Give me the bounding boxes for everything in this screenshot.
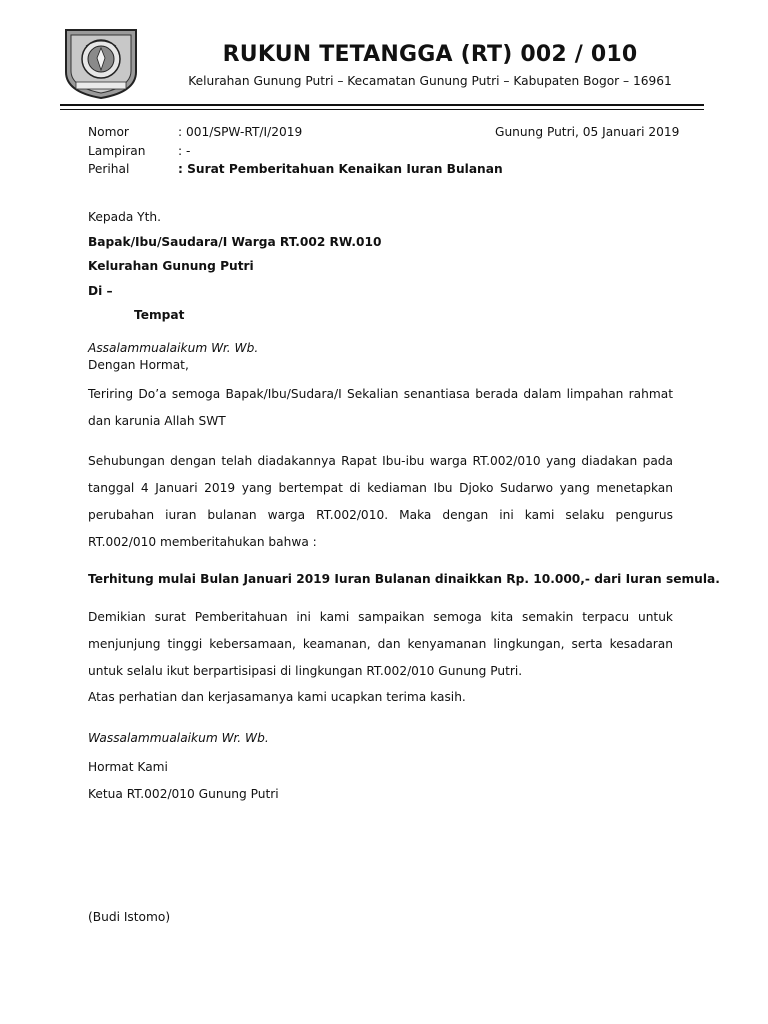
paragraph-meeting: Sehubungan dengan telah diadakannya Rapat Ibu-ibu warga RT.002/010 yang diadakan pada tanggal 4 Januari 2019 yang bertempat di kediaman Ibu Djoko Sudarwo yang menetapkan perubahan iuran bulanan warga RT.002/010. Maka dengan ini kami selaku pengurus RT.002/010 memberitahukan bahwa : bbox=[88, 454, 673, 549]
recipient-di: Di – bbox=[88, 284, 113, 298]
recipient-line-2: Kelurahan Gunung Putri bbox=[88, 259, 254, 273]
paragraph-opening: Teriring Do’a semoga Bapak/Ibu/Sudara/I Sekalian senantiasa berada dalam limpahan rahmat dan karunia Allah SWT bbox=[88, 387, 673, 428]
letterhead-divider-thick bbox=[60, 104, 704, 106]
closing-salam: Wassalammualaikum Wr. Wb. bbox=[88, 731, 269, 745]
paragraph-thanks: Atas perhatian dan kerjasamanya kami ucapkan terima kasih. bbox=[88, 690, 466, 704]
regency-emblem-logo bbox=[62, 26, 140, 100]
lampiran-value: : - bbox=[178, 144, 191, 158]
letterhead-divider-thin bbox=[60, 109, 704, 110]
place-date: Gunung Putri, 05 Januari 2019 bbox=[495, 125, 680, 139]
perihal-label: Perihal bbox=[88, 162, 130, 176]
perihal-value: : Surat Pemberitahuan Kenaikan Iuran Bulanan bbox=[178, 162, 503, 176]
closing-hormat: Hormat Kami bbox=[88, 760, 168, 774]
announcement-text: Terhitung mulai Bulan Januari 2019 Iuran Bulanan dinaikkan Rp. 10.000,- dari Iuran semula. bbox=[88, 572, 720, 586]
recipient-line-1: Bapak/Ibu/Saudara/I Warga RT.002 RW.010 bbox=[88, 235, 382, 249]
lampiran-label: Lampiran bbox=[88, 144, 146, 158]
kepada-yth: Kepada Yth. bbox=[88, 210, 161, 224]
recipient-tempat: Tempat bbox=[134, 308, 185, 322]
signatory-name: (Budi Istomo) bbox=[88, 910, 171, 924]
opening-hormat: Dengan Hormat, bbox=[88, 358, 189, 372]
opening-salam: Assalammualaikum Wr. Wb. bbox=[88, 341, 259, 355]
signatory-title: Ketua RT.002/010 Gunung Putri bbox=[88, 787, 279, 801]
nomor-value: : 001/SPW-RT/I/2019 bbox=[178, 125, 303, 139]
organization-address: Kelurahan Gunung Putri – Kecamatan Gunung Putri – Kabupaten Bogor – 16961 bbox=[188, 74, 672, 88]
emblem-icon bbox=[62, 26, 140, 100]
organization-title: RUKUN TETANGGA (RT) 002 / 010 bbox=[222, 42, 638, 67]
paragraph-closing: Demikian surat Pemberitahuan ini kami sampaikan semoga kita semakin terpacu untuk menjunjung tinggi kebersamaan, keamanan, dan kenyamanan lingkungan, serta kesadaran untuk selalu ikut berpartisipasi di lingkungan RT.002/010 Gunung Putri. bbox=[88, 610, 673, 678]
nomor-label: Nomor bbox=[88, 125, 129, 139]
